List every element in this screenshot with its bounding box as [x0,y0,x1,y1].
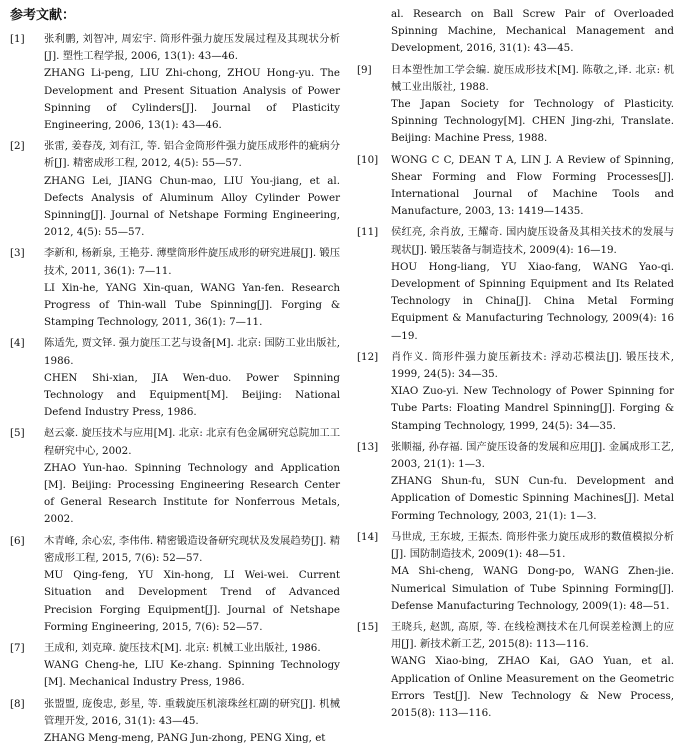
right-column [357,0,674,726]
reference-chinese-text: 木青峰, 余心宏, 李伟伟. 精密锻造设备研究现状及发展趋势[J]. 精密成形工程, 2015, 7(6): 52—57. [44,534,340,564]
reference-number: [15] [357,620,379,633]
reference-number: [7] [10,641,25,654]
reference-english-text: CHEN Shi-xian, JIA Wen-duo. Power Spinning Technology and Equipment[M]. Beijing: National Defend Industry Press, 1986. [44,371,340,419]
reference-entry-13 [357,439,674,525]
reference-english-text: WANG Cheng-he, LIU Ke-zhang. Spinning Technology [M]. Mechanical Industry Press, 1986. [44,659,340,689]
reference-number: [8] [10,697,25,710]
reference-number: [9] [357,63,372,76]
reference-number: [6] [10,534,25,547]
reference-english-text: ZHANG Shun-fu, SUN Cun-fu. Development and Application of Domestic Spinning Machines[J]. Metal Forming Technology, 2003, 21(1): 1—3. [391,475,674,522]
reference-english-text: WONG C C, DEAN T A, LIN J. A Review of Spinning, Shear Forming and Flow Forming Processes[J]. International Journal of Machine Tools and Manufacture, 2003, 13: 1419—1435. [391,153,674,218]
reference-entry-7 [10,640,340,692]
reference-number: [13] [357,440,379,453]
reference-english-text: MA Shi-cheng, WANG Dong-po, WANG Zhen-jie. Numerical Simulation of Tube Spinning Forming[J]. Defense Manufacturing Technology, 2009(1): 48—51. [391,565,674,612]
reference-entry-2 [10,138,340,241]
reference-chinese-text: 张雷, 姜春茂, 刘有江, 等. 铝合金筒形件强力旋压成形件的疵病分析[J]. 精密成形工程, 2012, 4(5): 55—57. [44,140,340,170]
reference-english-text: MU Qing-feng, YU Xin-hong, LI Wei-wei. Current Situation and Development Trend of Advanced Precision Forging Equipment[J]. Journal of Netshape Forming Engineering, 2015, 7(6): 52—57. [44,569,340,633]
reference-english-text: LI Xin-he, YANG Xin-quan, WANG Yan-fen. Research Progress of Thin-wall Tube Spinning[J]. Forging & Stamping Technology, 2011, 36(1): 7—11. [44,281,340,329]
reference-chinese-text: 张顺福, 孙存福. 国产旋压设备的发展和应用[J]. 金属成形工艺, 2003, 21(1): 1—3. [391,440,674,471]
reference-english-text: XIAO Zuo-yi. New Technology of Power Spinning for Tube Parts: Floating Mandrel Spinning[J]. Forging & Stamping Technology, 1999, 24(5): 34—35. [391,385,674,432]
reference-chinese-text: 日本塑性加工学会编. 旋压成形技术[M]. 陈敬之,译. 北京: 机械工业出版社, 1988. [391,63,674,93]
reference-english-text: ZHANG Lei, JIANG Chun-mao, LIU You-jiang, et al. Defects Analysis of Aluminum Alloy Cylinder Power Spinning[J]. Journal of Netshape Forming Engineering, 2012, 4(5): 55—57. [44,174,340,239]
reference-number: [3] [10,247,25,260]
reference-number: [5] [10,427,25,440]
reference-entry-12 [357,349,674,435]
reference-entry-4 [10,335,340,421]
reference-entry-8 [10,696,340,748]
reference-english-text: ZHANG Meng-meng, PANG Jun-zhong, PENG Xing, et [44,731,326,744]
reference-chinese-text: 马世成, 王东坡, 王振杰. 筒形件张力旋压成形的数值模拟分析[J]. 国防制造技术, 2009(1): 48—51. [391,530,674,561]
reference-number: [11] [357,226,379,239]
reference-number: [10] [357,153,379,166]
reference-number: [14] [357,530,379,543]
reference-entry-11 [357,224,674,344]
reference-entry-6 [10,533,340,636]
reference-chinese-text: 张利鹏, 刘智冲, 周宏宇. 筒形件强力旋压发展过程及其现状分析[J]. 塑性工程学报, 2006, 13(1): 43—46. [44,33,340,63]
reference-entry-8-continuation [357,6,674,58]
reference-number: [2] [10,140,25,153]
reference-entry-5 [10,425,340,528]
reference-chinese-text: 李新和, 杨新泉, 王艳芬. 薄壁筒形件旋压成形的研究进展[J]. 锻压技术, 2011, 36(1): 7—11. [44,247,340,277]
reference-chinese-text: 王晓兵, 赵凯, 高原, 等. 在线检测技术在几何误差检测上的应用[J]. 新技术新工艺, 2015(8): 113—116. [391,620,674,651]
reference-english-text: The Japan Society for Technology of Plasticity. Spinning Technology[M]. CHEN Jing-zhi, Translate. Beijing: Machine Press, 1988. [391,98,674,145]
reference-english-text: ZHANG Li-peng, LIU Zhi-chong, ZHOU Hong-yu. The Development and Present Situation Analysis of Power Spinning of Cylinders[J]. Journal of Plasticity Engineering, 2006, 13(1): 43—46. [44,67,340,132]
reference-entry-3 [10,245,340,331]
reference-chinese-text: 张盟盟, 庞俊忠, 彭星, 等. 重载旋压机滚珠丝杠副的研究[J]. 机械管理开发, 2016, 31(1): 43—45. [44,697,340,727]
reference-entry-14 [357,529,674,615]
reference-chinese-text: 赵云豪. 旋压技术与应用[M]. 北京: 北京有色金属研究总院加工工程研究中心, 2002. [44,427,340,457]
reference-number: [4] [10,337,25,350]
reference-number: [12] [357,350,379,363]
reference-english-text: ZHAO Yun-hao. Spinning Technology and Application [M]. Beijing: Processing Engineering Research Center of General Research Institute for Nonferrous Metals, 2002. [44,461,340,526]
reference-english-text: HOU Hong-liang, YU Xiao-fang, WANG Yao-qi. Development of Spinning Equipment and Its Related Technology in China[J]. China Metal Forming Equipment & Manufacturing Technology, 2009(4): 16—19. [391,260,674,342]
left-column [10,0,340,751]
reference-number: [1] [10,33,25,45]
references-heading: 参考文献： [10,8,76,23]
reference-continuation-text: al. Research on Ball Screw Pair of Overloaded Spinning Machine, Mechanical Management and Development, 2016, 31(1): 43—45. [391,8,674,55]
reference-chinese-text: 侯红亮, 余肖放, 王耀奇. 国内旋压设备及其相关技术的发展与现状[J]. 锻压装备与制造技术, 2009(4): 16—19. [391,226,674,256]
reference-english-text: WANG Xiao-bing, ZHAO Kai, GAO Yuan, et al. Application of Online Measurement on the Geometric Errors Test[J]. New Technology & New Process, 2015(8): 113—116. [391,655,674,719]
reference-entry-10 [357,152,674,221]
reference-chinese-text: 陈适先, 贾文铎. 强力旋压工艺与设备[M]. 北京: 国防工业出版社, 1986. [44,337,340,367]
reference-entry-1 [10,31,340,134]
reference-chinese-text: 王成和, 刘克璋. 旋压技术[M]. 北京: 机械工业出版社, 1986. [44,641,321,654]
reference-chinese-text: 肖作义. 筒形件强力旋压新技术: 浮动芯模法[J]. 锻压技术, 1999, 24(5): 34—35. [391,350,674,381]
reference-entry-9 [357,62,674,148]
reference-entry-15 [357,619,674,722]
